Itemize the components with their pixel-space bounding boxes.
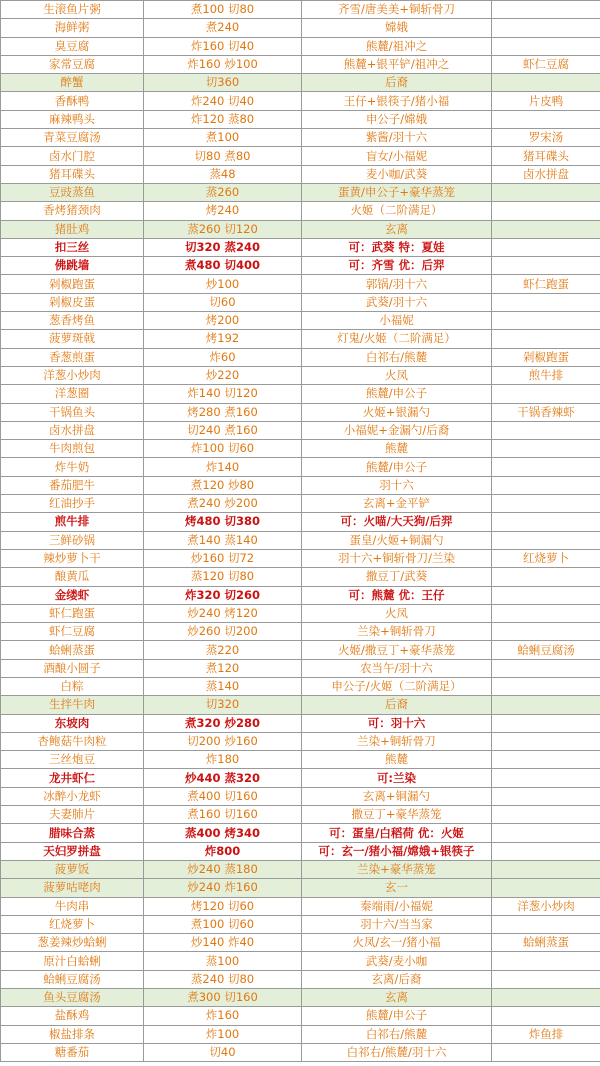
table-row [1,330,600,348]
table-row [1,1043,600,1061]
upgrade-dish-cell [492,238,600,256]
chefs-cell: 熊麓/申公子 [302,458,492,476]
upgrade-dish-cell: 红烧萝卜 [492,549,600,567]
table-row [1,403,600,421]
dish-name-cell: 菠萝饭 [1,860,144,878]
chefs-cell: 可：齐雪 优：后羿 [302,257,492,275]
dish-name-cell: 猪肚鸡 [1,220,144,238]
dish-name-cell: 糖番茄 [1,1043,144,1061]
table-row [1,366,600,384]
chefs-cell: 火凤 [302,366,492,384]
dish-name-cell: 洋葱小炒肉 [1,366,144,384]
dish-name-cell: 虾仁豆腐 [1,623,144,641]
chefs-cell: 玄离/后裔 [302,970,492,988]
dish-name-cell: 佛跳墙 [1,257,144,275]
cooking-method-cell: 切40 [144,1043,302,1061]
cooking-method-cell: 蒸260 [144,183,302,201]
chefs-cell: 申公子/嫦娥 [302,110,492,128]
upgrade-dish-cell [492,1,600,19]
upgrade-dish-cell [492,421,600,439]
upgrade-dish-cell: 虾仁跑蛋 [492,275,600,293]
chefs-cell: 武葵/羽十六 [302,293,492,311]
table-row [1,183,600,201]
table-row [1,165,600,183]
table-row [1,915,600,933]
table-row [1,202,600,220]
upgrade-dish-cell [492,74,600,92]
upgrade-dish-cell [492,385,600,403]
table-row [1,92,600,110]
dish-name-cell: 蛤蜊蒸蛋 [1,641,144,659]
upgrade-dish-cell [492,860,600,878]
chefs-cell: 玄离 [302,220,492,238]
cooking-method-cell: 煮160 切160 [144,806,302,824]
upgrade-dish-cell [492,989,600,1007]
chefs-cell: 兰染+豪华蒸笼 [302,860,492,878]
cooking-method-cell: 切320 蒸240 [144,238,302,256]
upgrade-dish-cell [492,842,600,860]
upgrade-dish-cell [492,879,600,897]
upgrade-dish-cell [492,1043,600,1061]
cooking-method-cell: 蒸220 [144,641,302,659]
cooking-method-cell: 蒸140 [144,677,302,695]
cooking-method-cell: 炸60 [144,348,302,366]
table-row [1,1007,600,1025]
table-row [1,385,600,403]
chefs-cell: 火凤/玄一/猪小福 [302,934,492,952]
chefs-cell: 郭锅/羽十六 [302,275,492,293]
cooking-method-cell: 煮480 切400 [144,257,302,275]
upgrade-dish-cell [492,623,600,641]
table-row [1,257,600,275]
table-row [1,824,600,842]
upgrade-dish-cell: 剁椒跑蛋 [492,348,600,366]
chefs-cell: 熊麓/申公子 [302,1007,492,1025]
cooking-method-cell: 炸140 [144,458,302,476]
upgrade-dish-cell [492,952,600,970]
upgrade-dish-cell [492,787,600,805]
table-row [1,19,600,37]
upgrade-dish-cell [492,330,600,348]
dish-name-cell: 家常豆腐 [1,55,144,73]
cooking-method-cell: 蒸48 [144,165,302,183]
upgrade-dish-cell: 虾仁豆腐 [492,55,600,73]
cooking-method-cell: 煮400 切160 [144,787,302,805]
table-row [1,495,600,513]
dish-name-cell: 豆豉蒸鱼 [1,183,144,201]
dish-name-cell: 酒酿小圆子 [1,659,144,677]
table-row [1,769,600,787]
upgrade-dish-cell [492,495,600,513]
cooking-method-cell: 蒸100 [144,952,302,970]
upgrade-dish-cell [492,604,600,622]
dish-name-cell: 葱香烤鱼 [1,312,144,330]
cooking-method-cell: 烤240 [144,202,302,220]
upgrade-dish-cell: 洋葱小炒肉 [492,897,600,915]
dish-name-cell: 椒盐排条 [1,1025,144,1043]
cooking-method-cell: 煮300 切160 [144,989,302,1007]
upgrade-dish-cell: 卤水拼盘 [492,165,600,183]
table-row [1,421,600,439]
cooking-method-cell: 蒸120 切80 [144,568,302,586]
dish-name-cell: 干锅鱼头 [1,403,144,421]
upgrade-dish-cell [492,806,600,824]
cooking-method-cell: 炒260 切200 [144,623,302,641]
upgrade-dish-cell [492,458,600,476]
cooking-method-cell: 炒100 [144,275,302,293]
chefs-cell: 羽十六 [302,476,492,494]
upgrade-dish-cell [492,513,600,531]
table-row [1,458,600,476]
chefs-cell: 蛋黄/申公子+豪华蒸笼 [302,183,492,201]
dish-name-cell: 龙井虾仁 [1,769,144,787]
table-row [1,1025,600,1043]
table-row [1,714,600,732]
cooking-method-cell: 蒸240 切80 [144,970,302,988]
table-row [1,55,600,73]
dish-name-cell: 金缕虾 [1,586,144,604]
cooking-method-cell: 煮100 切80 [144,1,302,19]
chefs-cell: 熊麓/祖冲之 [302,37,492,55]
cooking-method-cell: 炸140 切120 [144,385,302,403]
dish-name-cell: 麻辣鸭头 [1,110,144,128]
table-row [1,476,600,494]
cooking-method-cell: 炸320 切260 [144,586,302,604]
table-row [1,696,600,714]
upgrade-dish-cell [492,751,600,769]
cooking-method-cell: 炸160 切40 [144,37,302,55]
cooking-method-cell: 炒220 [144,366,302,384]
dish-name-cell: 菠萝斑戟 [1,330,144,348]
dish-name-cell: 醉蟹 [1,74,144,92]
upgrade-dish-cell [492,476,600,494]
cooking-method-cell: 炒240 炸160 [144,879,302,897]
table-row [1,989,600,1007]
table-row [1,147,600,165]
cooking-method-cell: 煮100 切60 [144,915,302,933]
cooking-method-cell: 炸120 蒸80 [144,110,302,128]
table-row [1,312,600,330]
dish-name-cell: 腊味合蒸 [1,824,144,842]
table-row [1,604,600,622]
chefs-cell: 可：羽十六 [302,714,492,732]
table-row [1,293,600,311]
chefs-cell: 羽十六+铜斩骨刀/兰染 [302,549,492,567]
dish-name-cell: 香葱煎蛋 [1,348,144,366]
chefs-cell: 盲女/小福妮 [302,147,492,165]
cooking-method-cell: 烤200 [144,312,302,330]
chefs-cell: 后裔 [302,696,492,714]
upgrade-dish-cell [492,1007,600,1025]
chefs-cell: 可：玄一/猪小福/嫦娥+银筷子 [302,842,492,860]
dish-name-cell: 原汁白蛤蜊 [1,952,144,970]
chefs-cell: 白祁右/熊麓 [302,348,492,366]
chefs-cell: 玄离+金平铲 [302,495,492,513]
chefs-cell: 熊麓/申公子 [302,385,492,403]
upgrade-dish-cell: 罗宋汤 [492,129,600,147]
chefs-cell: 武葵/麦小咖 [302,952,492,970]
dish-name-cell: 炸牛奶 [1,458,144,476]
table-row [1,348,600,366]
chefs-cell: 撒豆丁+豪华蒸笼 [302,806,492,824]
chefs-cell: 可：蛋皇/白稻荷 优：火姬 [302,824,492,842]
cooking-method-cell: 蒸260 切120 [144,220,302,238]
dish-name-cell: 青菜豆腐汤 [1,129,144,147]
chefs-cell: 撒豆丁/武葵 [302,568,492,586]
table-row [1,751,600,769]
chefs-cell: 火姬（二阶满足） [302,202,492,220]
table-row [1,275,600,293]
dish-name-cell: 东坡肉 [1,714,144,732]
table-row [1,513,600,531]
dish-name-cell: 臭豆腐 [1,37,144,55]
dish-name-cell: 卤水门腔 [1,147,144,165]
table-row [1,129,600,147]
dish-name-cell: 猪耳碟头 [1,165,144,183]
upgrade-dish-cell [492,440,600,458]
upgrade-dish-cell [492,19,600,37]
upgrade-dish-cell: 干锅香辣虾 [492,403,600,421]
upgrade-dish-cell [492,531,600,549]
dish-name-cell: 牛肉煎包 [1,440,144,458]
upgrade-dish-cell [492,824,600,842]
cooking-method-cell: 炒140 炸40 [144,934,302,952]
cooking-method-cell: 蒸400 烤340 [144,824,302,842]
cooking-method-cell: 炸100 [144,1025,302,1043]
cooking-method-cell: 烤280 煮160 [144,403,302,421]
upgrade-dish-cell [492,586,600,604]
table-row [1,732,600,750]
upgrade-dish-cell [492,732,600,750]
cooking-method-cell: 切320 [144,696,302,714]
table-row [1,549,600,567]
chefs-cell: 小福妮 [302,312,492,330]
table-row [1,74,600,92]
chefs-cell: 兰染+铜斩骨刀 [302,732,492,750]
table-row [1,677,600,695]
dish-name-cell: 扣三丝 [1,238,144,256]
table-row [1,952,600,970]
cooking-method-cell: 炒440 蒸320 [144,769,302,787]
table-row [1,623,600,641]
cooking-method-cell: 炸240 切40 [144,92,302,110]
cooking-method-cell: 切360 [144,74,302,92]
cooking-method-cell: 烤120 切60 [144,897,302,915]
dish-name-cell: 香酥鸭 [1,92,144,110]
cooking-method-cell: 炒240 烤120 [144,604,302,622]
chefs-cell: 白祁右/熊麓 [302,1025,492,1043]
chefs-cell: 熊麓 [302,751,492,769]
table-row [1,110,600,128]
chefs-cell: 紫酱/羽十六 [302,129,492,147]
cooking-method-cell: 炸800 [144,842,302,860]
dish-name-cell: 白粽 [1,677,144,695]
table-row [1,238,600,256]
chefs-cell: 熊麓 [302,440,492,458]
chefs-cell: 可:兰染 [302,769,492,787]
upgrade-dish-cell: 蛤蜊蒸蛋 [492,934,600,952]
dish-name-cell: 红油抄手 [1,495,144,513]
chefs-cell: 申公子/火姬（二阶满足） [302,677,492,695]
upgrade-dish-cell [492,183,600,201]
upgrade-dish-cell [492,110,600,128]
table-row [1,806,600,824]
chefs-cell: 火姬+银漏勺 [302,403,492,421]
dish-name-cell: 三丝炮豆 [1,751,144,769]
dish-name-cell: 生拌牛肉 [1,696,144,714]
dish-name-cell: 盐酥鸡 [1,1007,144,1025]
table-row [1,659,600,677]
upgrade-dish-cell [492,659,600,677]
chefs-cell: 灯鬼/火姬（二阶满足） [302,330,492,348]
chefs-cell: 后裔 [302,74,492,92]
table-row [1,897,600,915]
chefs-cell: 蛋皇/火姬+铜漏勺 [302,531,492,549]
dish-name-cell: 洋葱圈 [1,385,144,403]
cooking-method-cell: 切80 煮80 [144,147,302,165]
dish-name-cell: 天妇罗拼盘 [1,842,144,860]
upgrade-dish-cell: 片皮鸭 [492,92,600,110]
chefs-cell: 玄离 [302,989,492,1007]
cooking-method-cell: 切240 煮160 [144,421,302,439]
chefs-cell: 可：武葵 特：夏娃 [302,238,492,256]
dish-name-cell: 三鲜砂锅 [1,531,144,549]
chefs-cell: 齐雪/唐美美+铜斩骨刀 [302,1,492,19]
upgrade-dish-cell [492,220,600,238]
upgrade-dish-cell: 猪耳碟头 [492,147,600,165]
cooking-method-cell: 煮120 炒80 [144,476,302,494]
upgrade-dish-cell [492,37,600,55]
dish-name-cell: 海鲜粥 [1,19,144,37]
dish-name-cell: 香烤猪颈肉 [1,202,144,220]
chefs-cell: 农当午/羽十六 [302,659,492,677]
chefs-cell: 小福妮+金漏勺/后裔 [302,421,492,439]
dish-name-cell: 菠萝咕咾肉 [1,879,144,897]
table-row [1,586,600,604]
cooking-method-cell: 炸160 炒100 [144,55,302,73]
dish-name-cell: 夫妻肺片 [1,806,144,824]
chefs-cell: 可：熊麓 优：王仔 [302,586,492,604]
dish-name-cell: 虾仁跑蛋 [1,604,144,622]
cooking-method-cell: 煮140 蒸140 [144,531,302,549]
dish-name-cell: 卤水拼盘 [1,421,144,439]
dish-name-cell: 杏鲍菇牛肉粒 [1,732,144,750]
chefs-cell: 兰染+铜斩骨刀 [302,623,492,641]
chefs-cell: 玄一 [302,879,492,897]
cooking-method-cell: 煮100 [144,129,302,147]
upgrade-dish-cell [492,293,600,311]
upgrade-dish-cell [492,769,600,787]
chefs-cell: 火凤 [302,604,492,622]
cooking-method-cell: 煮320 炒280 [144,714,302,732]
cooking-method-cell: 炒240 蒸180 [144,860,302,878]
cooking-method-cell: 烤480 切380 [144,513,302,531]
table-row [1,879,600,897]
dish-name-cell: 剁椒皮蛋 [1,293,144,311]
chefs-cell: 嫦娥 [302,19,492,37]
cooking-method-cell: 切60 [144,293,302,311]
chefs-cell: 可：火喵/大天狗/后羿 [302,513,492,531]
table-row [1,970,600,988]
recipe-table-body [1,1,600,1062]
upgrade-dish-cell [492,696,600,714]
table-row [1,641,600,659]
chefs-cell: 王仔+银筷子/猪小福 [302,92,492,110]
dish-name-cell: 葱姜辣炒蛤蜊 [1,934,144,952]
upgrade-dish-cell [492,312,600,330]
cooking-method-cell: 炸160 [144,1007,302,1025]
upgrade-dish-cell [492,970,600,988]
dish-name-cell: 生滚鱼片粥 [1,1,144,19]
table-row [1,37,600,55]
table-row [1,1,600,19]
upgrade-dish-cell [492,202,600,220]
upgrade-dish-cell: 炸鱼排 [492,1025,600,1043]
table-row [1,860,600,878]
table-row [1,842,600,860]
cooking-method-cell: 煮240 炒200 [144,495,302,513]
dish-name-cell: 红烧萝卜 [1,915,144,933]
upgrade-dish-cell [492,714,600,732]
dish-name-cell: 番茄肥牛 [1,476,144,494]
dish-name-cell: 鱼头豆腐汤 [1,989,144,1007]
chefs-cell: 玄离+铜漏勺 [302,787,492,805]
cooking-method-cell: 炸180 [144,751,302,769]
cooking-method-cell: 煮120 [144,659,302,677]
chefs-cell: 熊麓+银平铲/祖冲之 [302,55,492,73]
dish-name-cell: 蛤蜊豆腐汤 [1,970,144,988]
cooking-method-cell: 炒160 切72 [144,549,302,567]
chefs-cell: 秦端雨/小福妮 [302,897,492,915]
dish-name-cell: 牛肉串 [1,897,144,915]
chefs-cell: 麦小咖/武葵 [302,165,492,183]
chefs-cell: 羽十六/当当家 [302,915,492,933]
cooking-method-cell: 切200 炒160 [144,732,302,750]
cooking-method-cell: 煮240 [144,19,302,37]
upgrade-dish-cell [492,677,600,695]
table-row [1,531,600,549]
cooking-method-cell: 炸100 切60 [144,440,302,458]
upgrade-dish-cell [492,915,600,933]
dish-name-cell: 煎牛排 [1,513,144,531]
table-row [1,787,600,805]
chefs-cell: 白祁右/熊麓/羽十六 [302,1043,492,1061]
cooking-method-cell: 烤192 [144,330,302,348]
upgrade-dish-cell [492,257,600,275]
dish-name-cell: 剁椒跑蛋 [1,275,144,293]
upgrade-dish-cell: 蛤蜊豆腐汤 [492,641,600,659]
dish-name-cell: 冰醉小龙虾 [1,787,144,805]
table-row [1,934,600,952]
chefs-cell: 火姬/撒豆丁+豪华蒸笼 [302,641,492,659]
table-row [1,440,600,458]
dish-name-cell: 辣炒萝卜干 [1,549,144,567]
table-row [1,568,600,586]
dish-name-cell: 酿黄瓜 [1,568,144,586]
table-row [1,220,600,238]
upgrade-dish-cell: 煎牛排 [492,366,600,384]
upgrade-dish-cell [492,568,600,586]
